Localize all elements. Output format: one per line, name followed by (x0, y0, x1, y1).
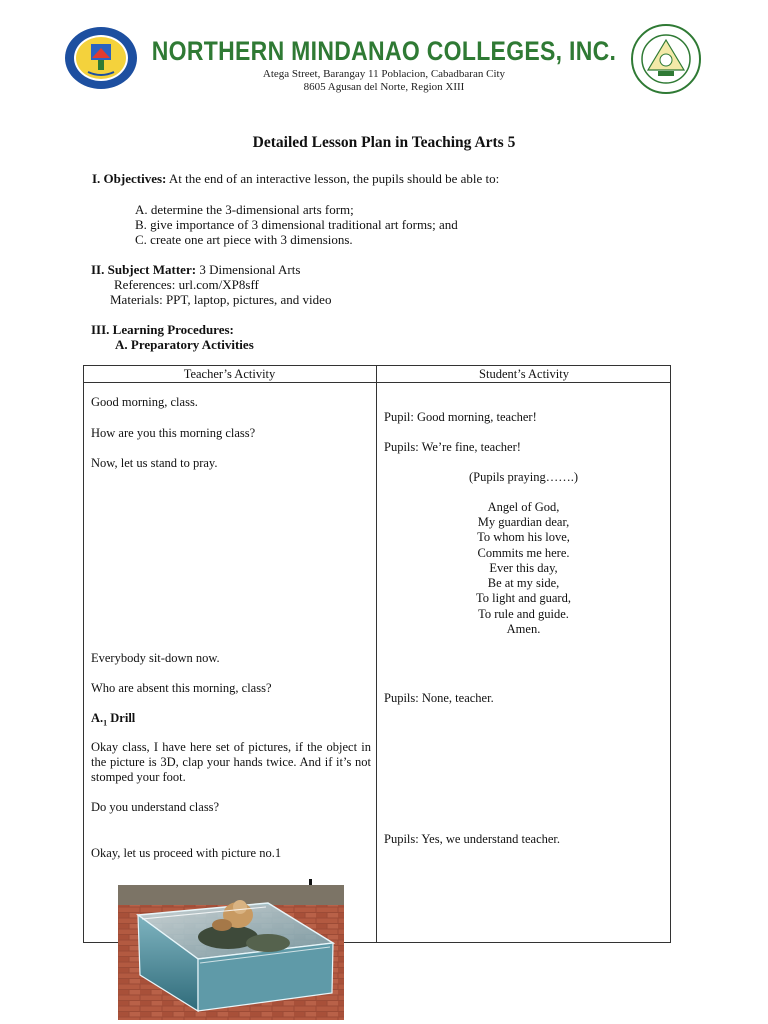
3d-art-picture (118, 885, 344, 1020)
objective-item: B. give importance of 3 dimensional traditional art forms; and (135, 217, 458, 232)
objective-item: A. determine the 3-dimensional arts form; (135, 202, 354, 217)
teacher-line: How are you this morning class? (91, 426, 256, 440)
objective-item: C. create one art piece with 3 dimensions. (135, 232, 353, 247)
drill-heading (91, 711, 135, 731)
teacher-line: Who are absent this morning, class? (91, 681, 272, 695)
student-line: Pupil: Good morning, teacher! (384, 410, 537, 424)
preparatory-activities-heading: A. Preparatory Activities (115, 337, 254, 352)
table-header-divider (83, 382, 671, 383)
student-line: Pupils: We’re fine, teacher! (384, 440, 521, 454)
prayer-line: Angel of God, (487, 500, 560, 514)
address-line-1: Atega Street, Barangay 11 Poblacion, Cabadbaran City (262, 68, 506, 80)
student-line: Pupils: None, teacher. (384, 691, 494, 705)
materials-line: Materials: PPT, laptop, pictures, and video (110, 292, 332, 307)
subject-matter-value: 3 Dimensional Arts (196, 262, 301, 277)
drill-label: A. (91, 711, 104, 725)
references-line: References: url.com/XP8sff (114, 277, 259, 292)
subject-matter-label: II. Subject Matter: (91, 262, 197, 277)
learning-procedures-heading: III. Learning Procedures: (91, 322, 234, 337)
prayer-line: Amen. (506, 622, 541, 636)
drill-instructions: Okay class, I have here set of pictures, if the object in the picture is 3D, clap your hands twice. And if it’s not stomped your foot. (91, 740, 371, 784)
objectives-label: I. Objectives: (92, 171, 167, 186)
objectives-intro: At the end of an interactive lesson, the pupils should be able to: (166, 171, 500, 186)
normi-seal-logo (628, 24, 702, 98)
address-line-2: 8605 Agusan del Norte, Region XIII (303, 81, 465, 93)
table-column-divider (376, 365, 377, 943)
prayer-line: Be at my side, (487, 576, 560, 590)
teacher-activity-header: Teacher’s Activity (183, 367, 276, 381)
prayer-line: To rule and guide. (478, 607, 569, 621)
prayer-line: Commits me here. (477, 546, 570, 560)
prayer-line: My guardian dear, (477, 515, 570, 529)
subject-matter-heading (91, 262, 300, 277)
drill-word: Drill (107, 711, 136, 725)
prayer-line: Ever this day, (489, 561, 558, 575)
prayer-line: To light and guard, (476, 591, 571, 605)
prayer-line: To whom his love, (477, 530, 570, 544)
student-activity-header: Student’s Activity (479, 367, 569, 381)
objectives-heading (92, 171, 499, 186)
teacher-line: Do you understand class? (91, 800, 220, 814)
student-line: Pupils: Yes, we understand teacher. (384, 832, 561, 846)
teacher-line: Now, let us stand to pray. (91, 456, 218, 470)
teacher-line: Good morning, class. (91, 395, 198, 409)
teacher-line: Okay, let us proceed with picture no.1 (91, 846, 282, 860)
teacher-line: Everybody sit-down now. (91, 651, 220, 665)
lesson-plan-title: Detailed Lesson Plan in Teaching Arts 5 (252, 134, 516, 151)
drill-subscript: 1 (103, 718, 108, 728)
school-name: NORTHERN MINDANAO COLLEGES, INC. (151, 35, 617, 66)
pupils-praying: (Pupils praying…….) (468, 470, 579, 484)
